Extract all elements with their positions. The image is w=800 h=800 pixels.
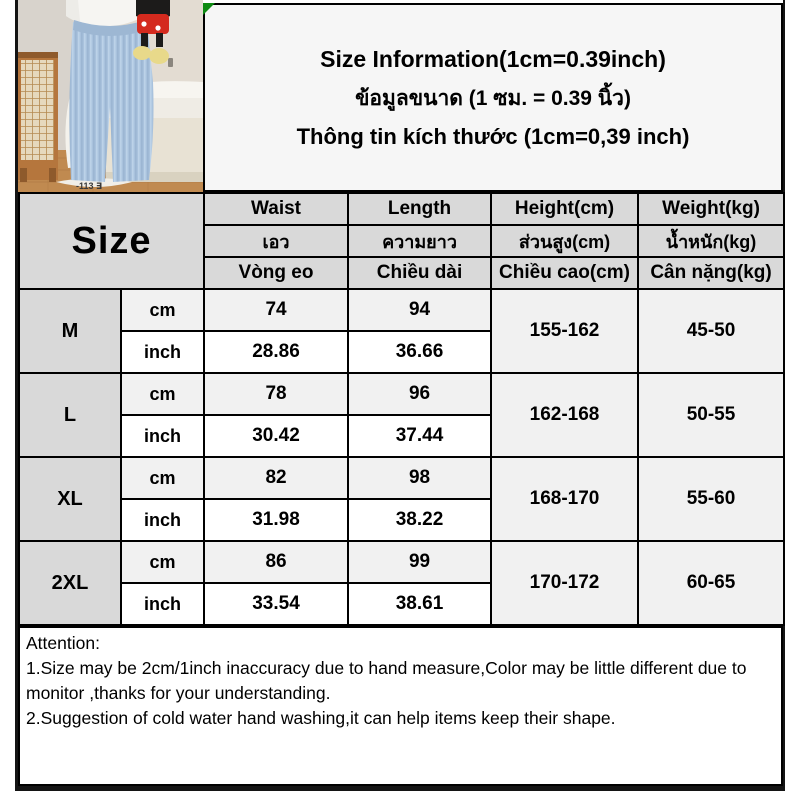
- xl-length-inch: 38.22: [348, 499, 491, 541]
- table-row-2xl-cm: [19, 541, 784, 583]
- col-header-height-en: Height(cm): [491, 193, 638, 225]
- table-row-xl-cm: [19, 457, 784, 499]
- col-header-weight-en: Weight(kg): [638, 193, 784, 225]
- size-label-2xl: 2XL: [19, 541, 121, 625]
- xl-waist-inch: 31.98: [204, 499, 348, 541]
- l-weight: 50-55: [638, 373, 784, 457]
- content-frame: [15, 0, 785, 791]
- l-waist-inch: 30.42: [204, 415, 348, 457]
- col-header-waist-en: Waist: [204, 193, 348, 225]
- l-height: 162-168: [491, 373, 638, 457]
- size-header-cell: Size: [19, 193, 204, 289]
- 2xl-waist-inch: 33.54: [204, 583, 348, 625]
- m-length-inch: 36.66: [348, 331, 491, 373]
- 2xl-height: 170-172: [491, 541, 638, 625]
- 2xl-waist-cm: 86: [204, 541, 348, 583]
- attention-notes: [18, 626, 783, 786]
- product-photo: [18, 0, 203, 192]
- m-height: 155-162: [491, 289, 638, 373]
- l-length-inch: 37.44: [348, 415, 491, 457]
- size-label-l: L: [19, 373, 121, 457]
- m-waist-inch: 28.86: [204, 331, 348, 373]
- unit-cm-l: cm: [121, 373, 204, 415]
- attention-line-2: 2.Suggestion of cold water hand washing,it can help items keep their shape.: [26, 707, 616, 728]
- l-length-cm: 96: [348, 373, 491, 415]
- l-waist-cm: 78: [204, 373, 348, 415]
- col-header-weight-vi: Cân nặng(kg): [638, 257, 784, 289]
- col-header-length-th: ความยาว: [348, 225, 491, 257]
- table-row-l-cm: [19, 373, 784, 415]
- col-header-weight-th: น้ำหนัก(kg): [638, 225, 784, 257]
- col-header-height-vi: Chiều cao(cm): [491, 257, 638, 289]
- col-header-length-vi: Chiều dài: [348, 257, 491, 289]
- unit-cm-m: cm: [121, 289, 204, 331]
- unit-inch-2xl: inch: [121, 583, 204, 625]
- size-label-xl: XL: [19, 457, 121, 541]
- col-header-waist-th: เอว: [204, 225, 348, 257]
- title-thai: ข้อมูลขนาด (1 ซม. = 0.39 นิ้ว): [355, 86, 631, 110]
- bedroom-scene-illustration: [18, 0, 203, 192]
- table-row-m-cm: [19, 289, 784, 331]
- col-header-length-en: Length: [348, 193, 491, 225]
- xl-weight: 55-60: [638, 457, 784, 541]
- 2xl-length-cm: 99: [348, 541, 491, 583]
- 2xl-weight: 60-65: [638, 541, 784, 625]
- col-header-height-th: ส่วนสูง(cm): [491, 225, 638, 257]
- unit-inch-xl: inch: [121, 499, 204, 541]
- unit-cm-2xl: cm: [121, 541, 204, 583]
- size-table: [18, 192, 785, 626]
- attention-heading: Attention:: [26, 633, 100, 653]
- xl-height: 168-170: [491, 457, 638, 541]
- size-info-title-box: [203, 3, 783, 192]
- xl-length-cm: 98: [348, 457, 491, 499]
- size-label-m: M: [19, 289, 121, 373]
- green-corner-flag-icon: [203, 3, 215, 15]
- m-weight: 45-50: [638, 289, 784, 373]
- unit-inch-l: inch: [121, 415, 204, 457]
- title-vietnamese: Thông tin kích thước (1cm=0,39 inch): [296, 123, 690, 149]
- mickey-plush: [133, 0, 170, 64]
- attention-line-1: 1.Size may be 2cm/1inch inaccuracy due to hand measure,Color may be little different due to monitor ,thanks for your understanding.: [26, 657, 747, 703]
- m-length-cm: 94: [348, 289, 491, 331]
- 2xl-length-inch: 38.61: [348, 583, 491, 625]
- unit-inch-m: inch: [121, 331, 204, 373]
- xl-waist-cm: 82: [204, 457, 348, 499]
- col-header-waist-vi: Vòng eo: [204, 257, 348, 289]
- m-waist-cm: 74: [204, 289, 348, 331]
- size-table-container: [18, 192, 783, 626]
- unit-cm-xl: cm: [121, 457, 204, 499]
- title-english: Size Information(1cm=0.39inch): [320, 45, 666, 72]
- mat-glyphs: -113 ∃: [76, 181, 103, 191]
